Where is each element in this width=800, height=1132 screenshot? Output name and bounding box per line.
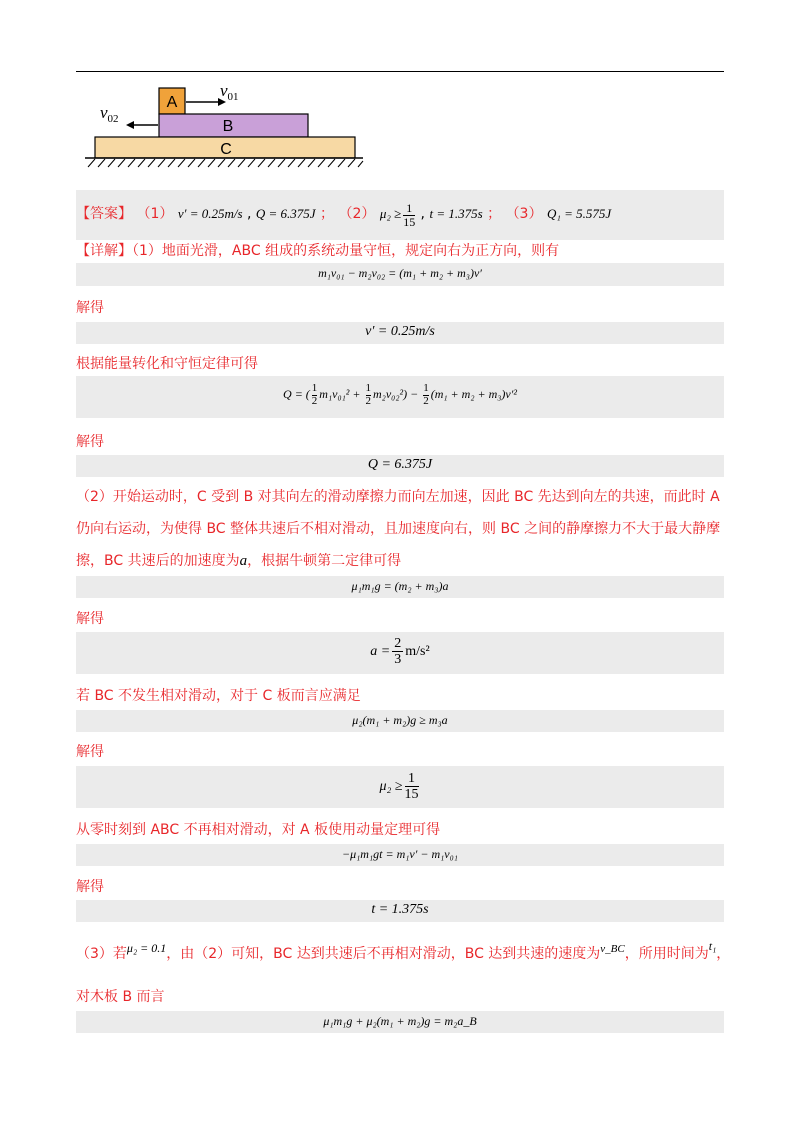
- v01-label: $v_{01}$: [220, 81, 239, 103]
- answer-q: Q = 6.375J: [255, 206, 316, 222]
- energy-intro: 根据能量转化和守恒定律可得: [76, 356, 258, 372]
- eq-v: v′ = 0.25m/s: [365, 324, 435, 339]
- block-b: [159, 114, 308, 137]
- block-b-label: B: [222, 118, 234, 135]
- solve-5: 解得: [76, 879, 104, 895]
- eq-condition: μ₂(m₁ + m₂)g ≥ m₃a: [352, 713, 448, 727]
- eq-board-b: μ₁m₁g + μ₂(m₁ + m₂)g = m₂a_B: [323, 1014, 477, 1028]
- eq-q-result: Q = 6.375J: [367, 457, 433, 472]
- ground-hatch: [88, 159, 363, 167]
- v02-label: $v_{02}$: [100, 103, 119, 125]
- board-b-intro: 对木板 B 而言: [76, 989, 165, 1005]
- part3-line: （3）若μ₂ = 0.1，由（2）可知，BC 达到共速后不再相对滑动，BC 达到共速的速度为$^{v\_BC}$，所用时间为t₁，: [76, 939, 731, 962]
- answer-t: t = 1.375s: [429, 206, 483, 222]
- answer-mu: μ₂ ≥ $\frac{1}{15}$: [379, 201, 416, 229]
- part2-line3: 擦，BC 共速后的加速度为a，根据牛顿第二定律可得: [76, 553, 402, 569]
- eq-newton: μ₁m₁g = (m₂ + m₃)a: [351, 579, 449, 593]
- solve-3: 解得: [76, 611, 104, 627]
- eq-momentum: m₁v₀₁ − m₂v₀₂ = (m₁ + m₂ + m₃)v′: [318, 266, 482, 280]
- blocks-diagram: [80, 78, 370, 173]
- part2-line1: （2）开始运动时，C 受到 B 对其向左的滑动摩擦力而向左加速，因此 BC 先达到向左的共速，而此时 A: [76, 489, 720, 505]
- block-a-label: A: [166, 94, 178, 111]
- solve-1: 解得: [76, 300, 104, 316]
- impulse-intro: 从零时刻到 ABC 不再相对滑动，对 A 板使用动量定理可得: [76, 822, 441, 838]
- eq-impulse: −μ₁m₁gt = m₁v′ − m₁v₀₁: [342, 847, 458, 861]
- eq-energy: Q = ( $\frac{1}{2}$ m₁v₀₁² + $\frac{1}{2}$ m₂v₀₂²) − $\frac{1}{2}$ (m₁ + m₂ + m₃)v′²: [283, 382, 517, 407]
- eq-mu: μ₂ ≥ $\frac{1}{15}$: [379, 771, 419, 803]
- answer-line: 【答案】 （1） v′ = 0.25m/s , Q = 6.375J ； （2） μ₂ ≥ $\frac{1}{15}$ , t = 1.375s ； （3） Q₁ = 5.575J: [76, 201, 612, 229]
- header-rule: [76, 71, 724, 72]
- solve-4: 解得: [76, 744, 104, 760]
- v02-arrow: [126, 121, 158, 129]
- answer-q1: Q₁ = 5.575J: [546, 206, 612, 222]
- detail-intro: 【详解】（1）地面光滑，ABC 组成的系统动量守恒，规定向右为正方向，则有: [76, 243, 560, 259]
- answer-v: v′ = 0.25m/s: [177, 206, 243, 222]
- detail-tag: 【详解】: [76, 243, 132, 259]
- answer-tag: 【答案】: [76, 206, 132, 223]
- condition-intro: 若 BC 不发生相对滑动，对于 C 板而言应满足: [76, 688, 361, 704]
- block-c-label: C: [220, 141, 232, 158]
- eq-t: t = 1.375s: [371, 902, 429, 917]
- part2-line2: 仍向右运动，为使得 BC 整体共速后不相对滑动，且加速度向右，则 BC 之间的静摩擦力不大于最大静摩: [76, 521, 721, 537]
- eq-accel: a = $\frac{2}{3}$ m/s²: [370, 636, 430, 668]
- solve-2: 解得: [76, 434, 104, 450]
